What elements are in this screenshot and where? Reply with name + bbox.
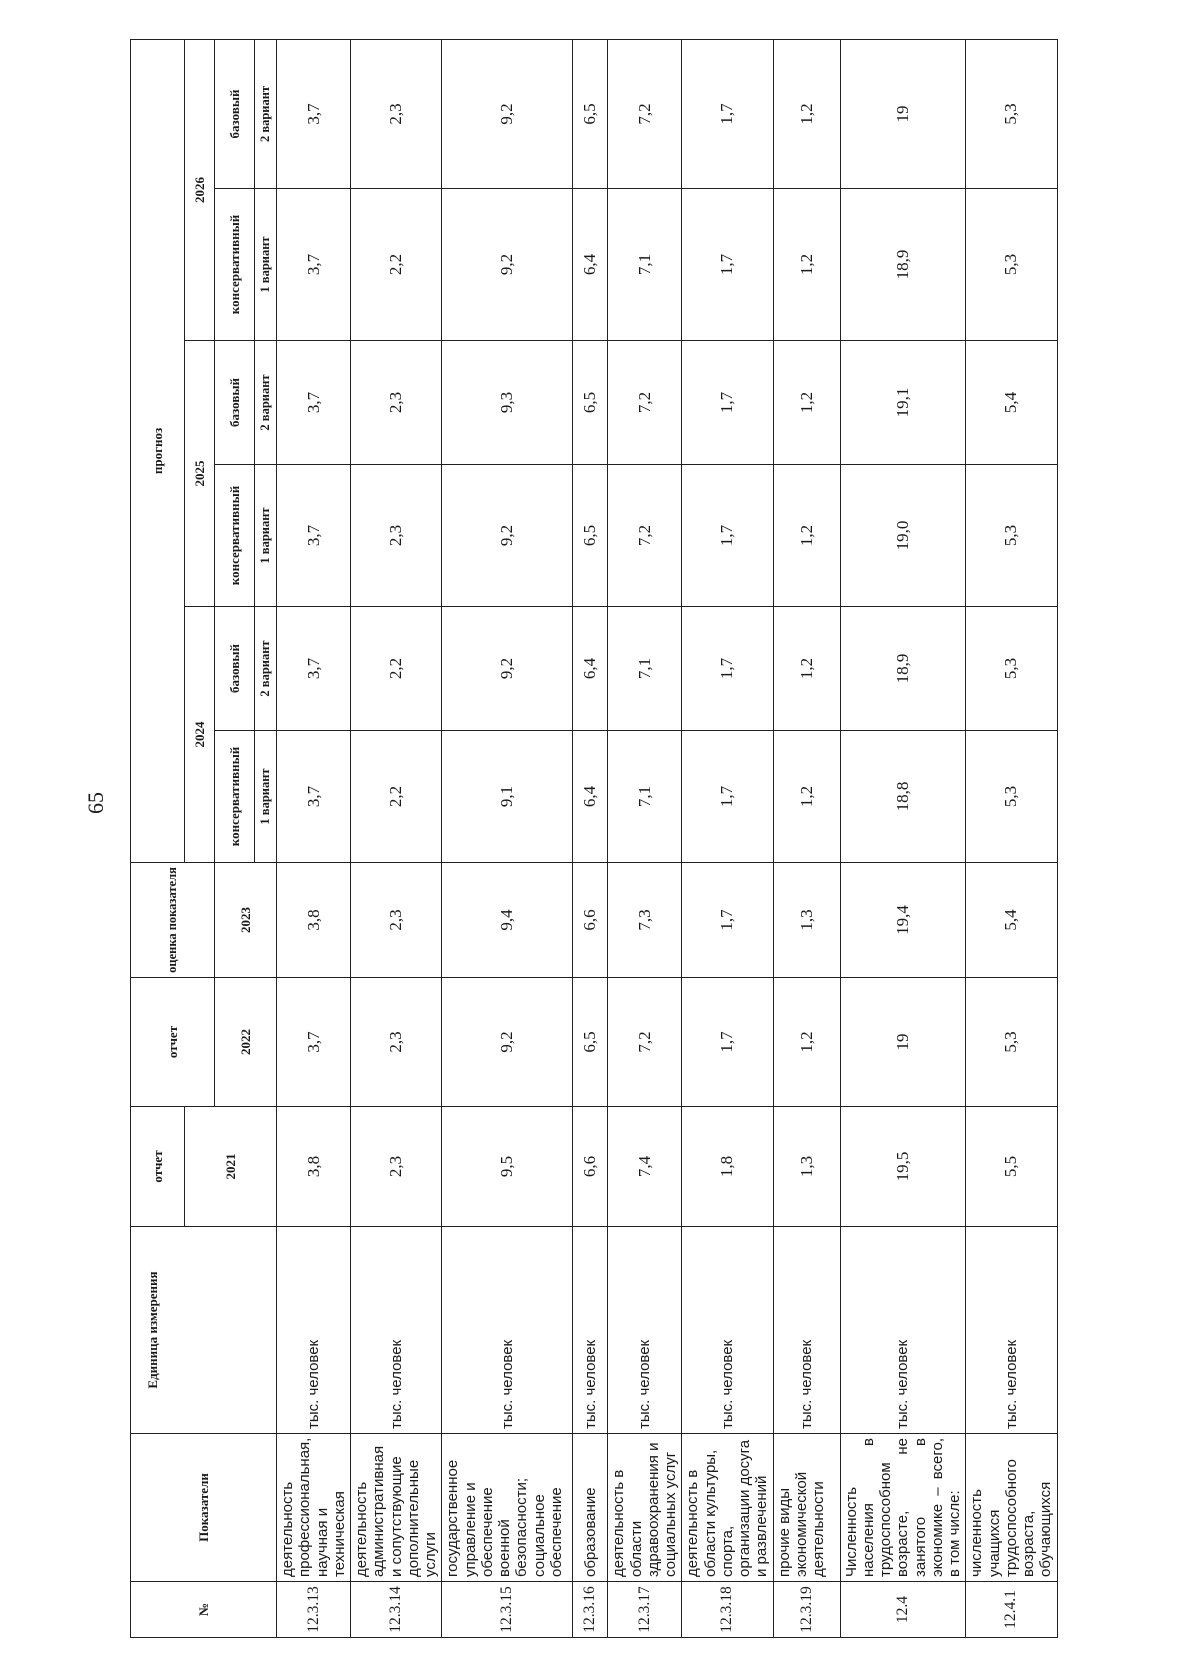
rotated-table-container [130, 40, 1055, 1638]
cell-value: 5,5 [966, 1107, 1057, 1227]
header-estimate: оценка показателя [131, 863, 215, 978]
row-unit: тыс. человек [840, 1227, 966, 1434]
row-indicator: государственное управление и обеспечение военной безопасности; социальное обеспечение [442, 1434, 573, 1582]
cell-value: 18,8 [840, 731, 966, 863]
cell-value: 6,4 [573, 607, 608, 731]
cell-value: 6,5 [573, 465, 608, 607]
table-row [442, 39, 573, 1637]
cell-value: 19,5 [840, 1107, 966, 1227]
cell-value: 5,3 [966, 39, 1057, 188]
header-forecast: прогноз [131, 39, 185, 862]
cell-value: 9,2 [442, 465, 573, 607]
cell-value: 3,7 [277, 465, 351, 607]
cell-value: 5,3 [966, 607, 1057, 731]
table-row [682, 39, 773, 1637]
cell-value: 2,3 [351, 341, 442, 465]
header-number: № [131, 1582, 277, 1638]
row-id: 12.3.13 [277, 1582, 351, 1638]
cell-value: 19 [840, 39, 966, 188]
row-id: 12.3.18 [682, 1582, 773, 1638]
row-id: 12.4.1 [966, 1582, 1057, 1638]
cell-value: 6,4 [573, 731, 608, 863]
cell-value: 7,2 [608, 341, 682, 465]
cell-value: 2,3 [351, 39, 442, 188]
row-unit: тыс. человек [277, 1227, 351, 1434]
cell-value: 5,3 [966, 978, 1057, 1107]
header-variant1-2026: 1 вариант [255, 189, 277, 341]
cell-value: 9,2 [442, 607, 573, 731]
table-row [608, 39, 682, 1637]
cell-value: 2,3 [351, 1107, 442, 1227]
cell-value: 7,4 [608, 1107, 682, 1227]
cell-value: 9,3 [442, 341, 573, 465]
header-conservative-2025: консервативный [215, 465, 255, 607]
cell-value: 9,2 [442, 978, 573, 1107]
cell-value: 6,6 [573, 1107, 608, 1227]
row-unit: тыс. человек [573, 1227, 608, 1434]
cell-value: 3,7 [277, 978, 351, 1107]
row-unit: тыс. человек [773, 1227, 840, 1434]
cell-value: 6,4 [573, 189, 608, 341]
cell-value: 1,7 [682, 607, 773, 731]
header-report-2022: отчет [131, 978, 215, 1107]
cell-value: 7,1 [608, 731, 682, 863]
cell-value: 5,4 [966, 341, 1057, 465]
cell-value: 9,1 [442, 731, 573, 863]
cell-value: 2,2 [351, 731, 442, 863]
row-indicator: деятельность административная и сопутствующие дополнительные услуги [351, 1434, 442, 1582]
row-id: 12.3.17 [608, 1582, 682, 1638]
page-number: 65 [83, 792, 108, 814]
cell-value: 18,9 [840, 189, 966, 341]
header-variant2-2025: 2 вариант [255, 341, 277, 465]
table-row [573, 39, 608, 1637]
cell-value: 1,7 [682, 341, 773, 465]
cell-value: 9,4 [442, 863, 573, 978]
cell-value: 2,2 [351, 607, 442, 731]
row-indicator: Численность населения в трудоспособном возрасте, не занятого в экономике – всего, в том числе: [840, 1434, 966, 1582]
header-report-2021: отчет [131, 1107, 185, 1227]
header-variant2-2024: 2 вариант [255, 607, 277, 731]
cell-value: 7,3 [608, 863, 682, 978]
row-unit: тыс. человек [608, 1227, 682, 1434]
cell-value: 1,3 [773, 863, 840, 978]
header-variant2-2026: 2 вариант [255, 39, 277, 188]
cell-value: 1,2 [773, 189, 840, 341]
cell-value: 5,3 [966, 189, 1057, 341]
cell-value: 3,7 [277, 731, 351, 863]
header-year-2021: 2021 [185, 1107, 277, 1227]
row-id: 12.4 [840, 1582, 966, 1638]
indicators-table [130, 39, 1058, 1638]
cell-value: 1,8 [682, 1107, 773, 1227]
cell-value: 6,6 [573, 863, 608, 978]
cell-value: 6,5 [573, 978, 608, 1107]
cell-value: 3,8 [277, 1107, 351, 1227]
cell-value: 1,2 [773, 978, 840, 1107]
cell-value: 2,3 [351, 863, 442, 978]
cell-value: 6,5 [573, 341, 608, 465]
cell-value: 3,7 [277, 607, 351, 731]
header-unit: Единица измерения [131, 1227, 277, 1434]
cell-value: 7,1 [608, 189, 682, 341]
row-indicator: численность учащихся трудоспособного возраста, обучающихся [966, 1434, 1057, 1582]
row-indicator: образование [573, 1434, 608, 1582]
cell-value: 6,5 [573, 39, 608, 188]
cell-value: 1,2 [773, 607, 840, 731]
cell-value: 1,7 [682, 465, 773, 607]
cell-value: 7,2 [608, 465, 682, 607]
cell-value: 5,3 [966, 731, 1057, 863]
header-base-2026: базовый [215, 39, 255, 188]
header-year-2025: 2025 [185, 341, 215, 607]
cell-value: 19,4 [840, 863, 966, 978]
row-id: 12.3.19 [773, 1582, 840, 1638]
cell-value: 3,7 [277, 39, 351, 188]
cell-value: 1,7 [682, 978, 773, 1107]
row-unit: тыс. человек [351, 1227, 442, 1434]
cell-value: 19 [840, 978, 966, 1107]
cell-value: 18,9 [840, 607, 966, 731]
cell-value: 19,0 [840, 465, 966, 607]
row-indicator: деятельность в области культуры, спорта, организации досуга и развлечений [682, 1434, 773, 1582]
cell-value: 1,2 [773, 731, 840, 863]
header-conservative-2026: консервативный [215, 189, 255, 341]
table-row [966, 39, 1057, 1637]
cell-value: 1,2 [773, 341, 840, 465]
cell-value: 9,5 [442, 1107, 573, 1227]
cell-value: 3,8 [277, 863, 351, 978]
header-conservative-2024: консервативный [215, 731, 255, 863]
cell-value: 1,2 [773, 39, 840, 188]
cell-value: 1,7 [682, 189, 773, 341]
row-unit: тыс. человек [442, 1227, 573, 1434]
header-base-2025: базовый [215, 341, 255, 465]
cell-value: 1,7 [682, 731, 773, 863]
header-year-2023: 2023 [215, 863, 277, 978]
table-row [351, 39, 442, 1637]
header-year-2024: 2024 [185, 607, 215, 863]
row-id: 12.3.16 [573, 1582, 608, 1638]
cell-value: 7,1 [608, 607, 682, 731]
cell-value: 9,2 [442, 39, 573, 188]
row-unit: тыс. человек [682, 1227, 773, 1434]
cell-value: 5,4 [966, 863, 1057, 978]
cell-value: 1,3 [773, 1107, 840, 1227]
header-base-2024: базовый [215, 607, 255, 731]
cell-value: 1,2 [773, 465, 840, 607]
cell-value: 7,2 [608, 978, 682, 1107]
cell-value: 2,3 [351, 465, 442, 607]
cell-value: 19,1 [840, 341, 966, 465]
cell-value: 9,2 [442, 189, 573, 341]
table-row [773, 39, 840, 1637]
header-variant1-2025: 1 вариант [255, 465, 277, 607]
row-id: 12.3.14 [351, 1582, 442, 1638]
table-row [277, 39, 351, 1637]
cell-value: 3,7 [277, 341, 351, 465]
cell-value: 1,7 [682, 39, 773, 188]
header-year-2026: 2026 [185, 39, 215, 340]
header-variant1-2024: 1 вариант [255, 731, 277, 863]
header-year-2022: 2022 [215, 978, 277, 1107]
row-unit: тыс. человек [966, 1227, 1057, 1434]
cell-value: 7,2 [608, 39, 682, 188]
table-row [840, 39, 966, 1637]
row-indicator: прочие виды экономической деятельности [773, 1434, 840, 1582]
cell-value: 2,2 [351, 189, 442, 341]
row-indicator: деятельность в области здравоохранения и социальных услуг [608, 1434, 682, 1582]
row-indicator: деятельность профессиональная, научная и техническая [277, 1434, 351, 1582]
cell-value: 3,7 [277, 189, 351, 341]
row-id: 12.3.15 [442, 1582, 573, 1638]
cell-value: 5,3 [966, 465, 1057, 607]
header-indicator: Показатели [131, 1434, 277, 1582]
cell-value: 2,3 [351, 978, 442, 1107]
cell-value: 1,7 [682, 863, 773, 978]
